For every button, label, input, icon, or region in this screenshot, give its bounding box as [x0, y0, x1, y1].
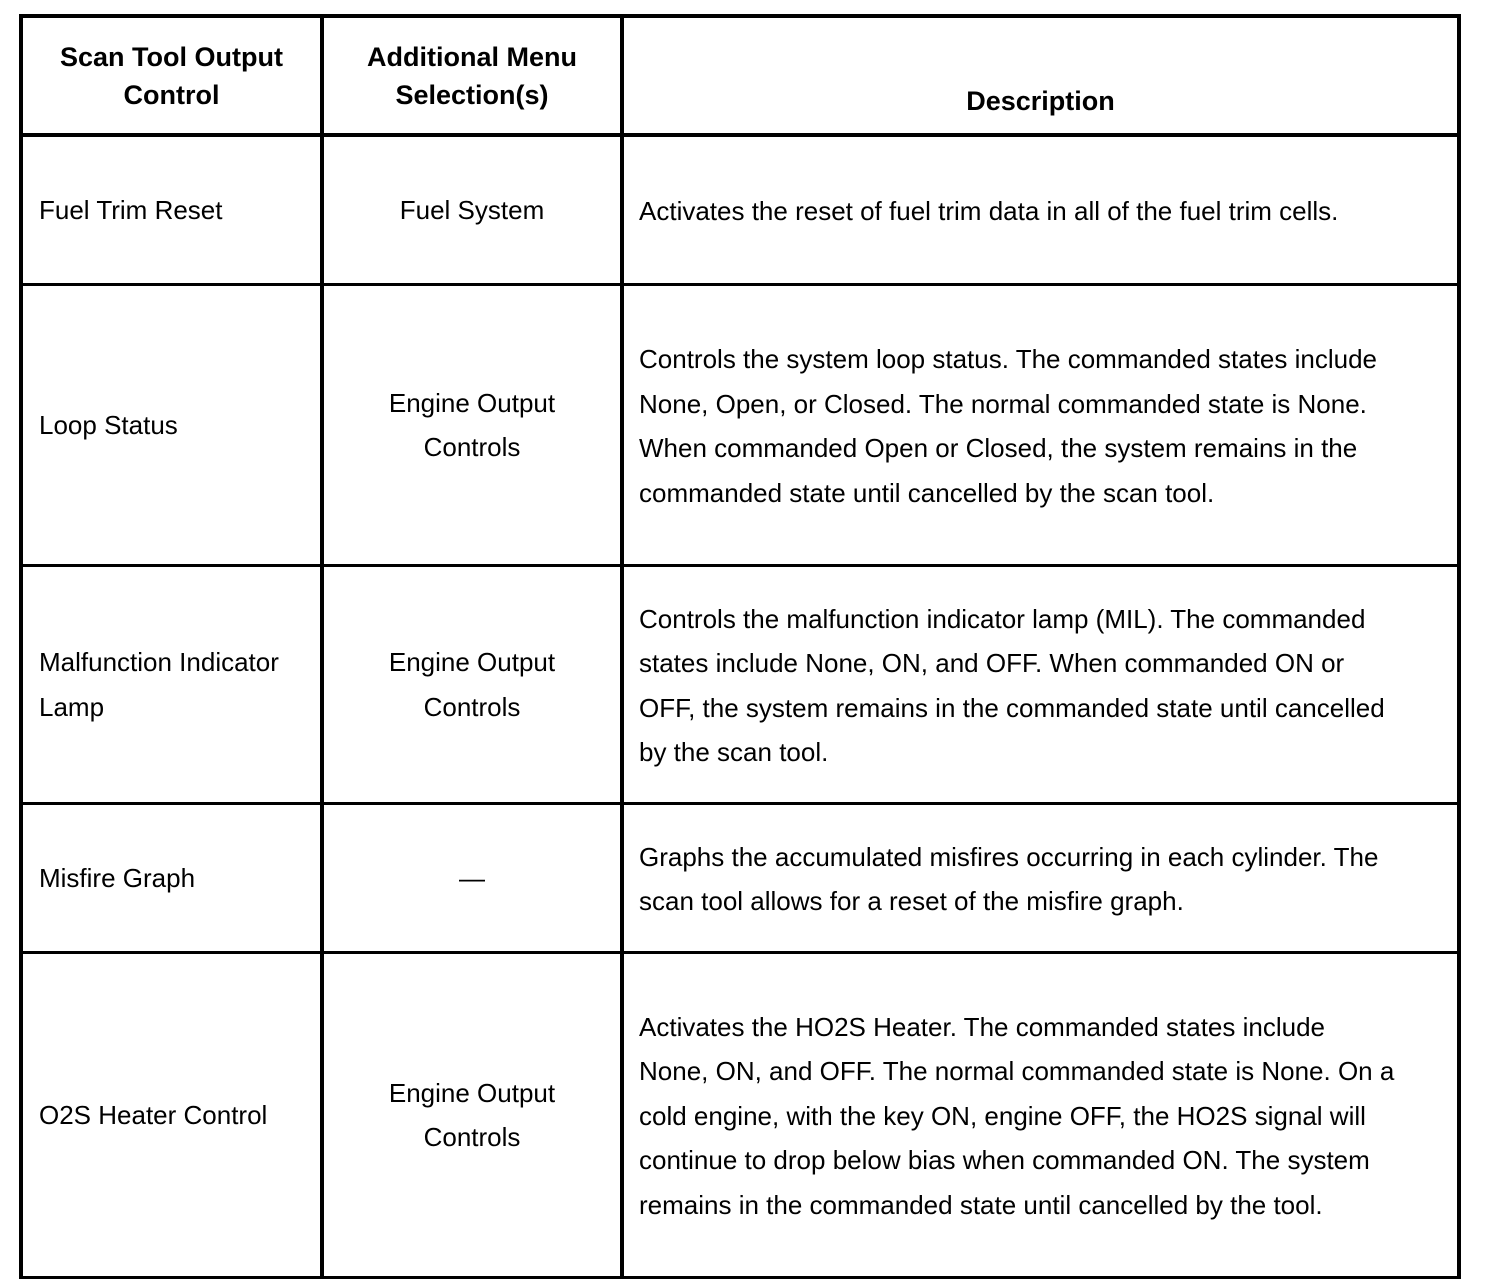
menu-cell: Engine Output Controls	[322, 566, 622, 804]
menu-cell: Engine Output Controls	[322, 285, 622, 566]
description-cell: Controls the malfunction indicator lamp (MIL). The commanded states include None, ON, and OFF. When commanded ON or OFF, the system remains in the commanded state until cancelled by the scan tool.	[622, 566, 1459, 804]
control-cell: Malfunction Indicator Lamp	[21, 566, 322, 804]
menu-cell: Engine Output Controls	[322, 953, 622, 1278]
control-cell: Loop Status	[21, 285, 322, 566]
description-cell: Graphs the accumulated misfires occurring in each cylinder. The scan tool allows for a reset of the misfire graph.	[622, 804, 1459, 953]
control-cell: Misfire Graph	[21, 804, 322, 953]
description-cell: Activates the HO2S Heater. The commanded states include None, ON, and OFF. The normal commanded state is None. On a cold engine, with the key ON, engine OFF, the HO2S signal will continue to drop below bias when commanded ON. The system remains in the commanded state until cancelled by the tool.	[622, 953, 1459, 1278]
table-row	[21, 566, 1459, 804]
control-cell: O2S Heater Control	[21, 953, 322, 1278]
description-cell: Controls the system loop status. The commanded states include None, Open, or Closed. The normal commanded state is None. When commanded Open or Closed, the system remains in the commanded state until cancelled by the scan tool.	[622, 285, 1459, 566]
header-row	[21, 16, 1459, 135]
table-row	[21, 804, 1459, 953]
table-row	[21, 285, 1459, 566]
header-menu: Additional Menu Selection(s)	[322, 16, 622, 135]
header-description: Description	[622, 16, 1459, 135]
menu-cell: —	[322, 804, 622, 953]
table-row	[21, 135, 1459, 285]
control-cell: Fuel Trim Reset	[21, 135, 322, 285]
menu-cell: Fuel System	[322, 135, 622, 285]
description-cell: Activates the reset of fuel trim data in all of the fuel trim cells.	[622, 135, 1459, 285]
table-row	[21, 953, 1459, 1278]
header-control: Scan Tool Output Control	[21, 16, 322, 135]
output-controls-table	[19, 14, 1461, 1279]
